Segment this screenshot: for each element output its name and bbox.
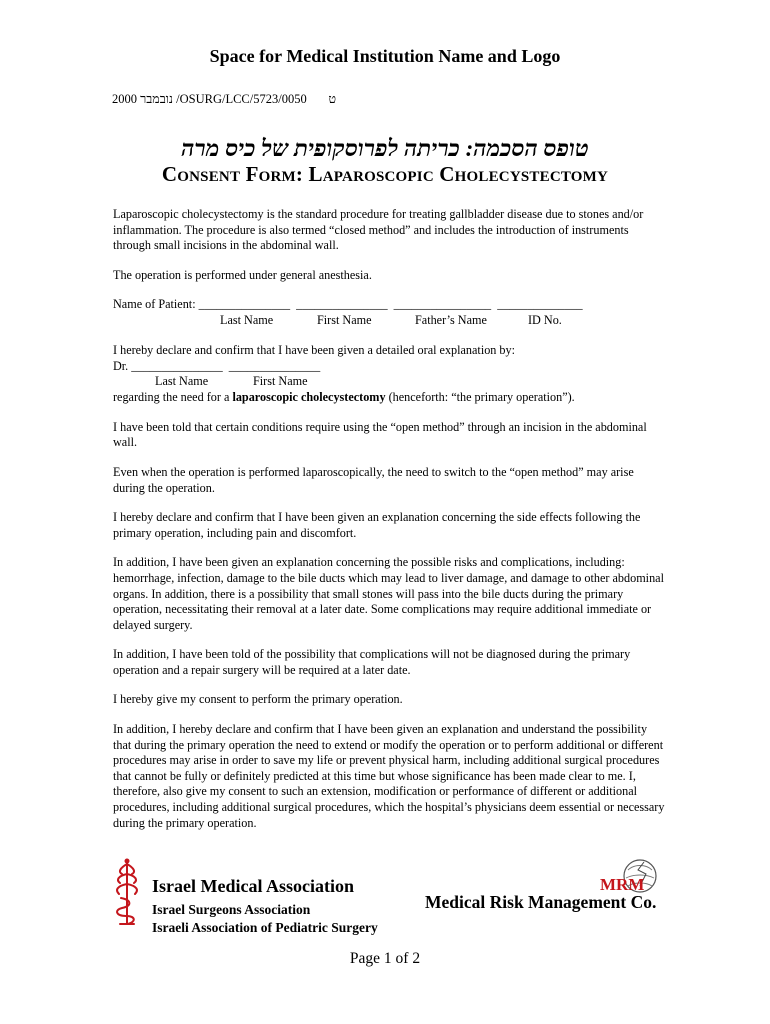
regarding-suffix: (henceforth: “the primary operation”). (385, 390, 575, 405)
page-number: Page 1 of 2 (349, 950, 421, 967)
ima-name: Israel Medical Association (152, 876, 354, 896)
ima-logo-icon (110, 858, 144, 933)
anesthesia-paragraph: The operation is performed under general anesthesia. (113, 267, 372, 282)
switch-paragraph: Even when the operation is performed laparoscopically, the need to switch to the “open method” may arise during the operation. (113, 464, 634, 495)
doctor-name-field[interactable]: Dr. _______________ _______________ (113, 358, 321, 373)
regarding-prefix: regarding the need for a (113, 390, 233, 405)
reference-mark: ט (328, 92, 336, 106)
reference-code: 2000 נובמבר /OSURG/LCC/5723/0050 (112, 92, 307, 106)
pediatric-association: Israeli Association of Pediatric Surgery (152, 920, 378, 935)
consent-paragraph: I hereby give my consent to perform the primary operation. (113, 692, 403, 707)
patient-father-name-label: Father’s Name (415, 312, 487, 327)
patient-field-labels (113, 313, 665, 329)
patient-first-name-label: First Name (317, 312, 372, 327)
not-diagnosed-paragraph: In addition, I have been told of the possibility that complications will not be diagnosed during the primary operation and a repair surgery will be required at a later date. (113, 647, 631, 677)
institution-name-placeholder: Space for Medical Institution Name and Logo (209, 46, 561, 66)
declare-explanation-line: I hereby declare and confirm that I have been given a detailed oral explanation by: (113, 342, 516, 357)
patient-id-label: ID No. (528, 312, 562, 327)
form-body (113, 207, 665, 845)
doctor-first-name-label: First Name (253, 374, 308, 389)
mrm-company-name: Medical Risk Management Co. (425, 892, 657, 912)
regarding-line (113, 390, 665, 406)
form-reference (112, 92, 336, 107)
patient-name-field[interactable]: Name of Patient: _______________ _______________ ________________ ______________ (113, 297, 583, 312)
ima-block (152, 876, 378, 937)
surgeons-association: Israel Surgeons Association (152, 902, 311, 917)
intro-paragraph: Laparoscopic cholecystectomy is the standard procedure for treating gallbladder disease due to stones and/or inflammation. The procedure is also termed “closed method” and includes the introduction of instruments through small incisions in the abdominal wall. (113, 207, 644, 253)
procedure-name: laparoscopic cholecystectomy (232, 390, 386, 405)
side-effects-paragraph: I hereby declare and confirm that I have been given an explanation concerning the side effects following the primary operation, including pain and discomfort. (113, 510, 641, 540)
hebrew-title: טופס הסכמה: כריתה לפרוסקופית של כיס מרה (181, 136, 589, 161)
doctor-last-name-label: Last Name (155, 374, 209, 389)
open-method-paragraph: I have been told that certain conditions require using the “open method” through an incision in the abdominal wall. (113, 419, 647, 450)
patient-last-name-label: Last Name (220, 312, 274, 327)
english-title: Consent Form: Laparoscopic Cholecystectomy (161, 162, 609, 186)
risks-paragraph: In addition, I have been given an explanation concerning the possible risks and complications, including: hemorrhage, infection, damage to the bile ducts which may lead to liver damage, and damage to other abdominal organs. In addition, there is a possibility that small stones will pass into the bile ducts during the primary operation, necessitating their removal at a later date. Some complications may require additional immediate or delayed surgery. (113, 555, 664, 632)
doctor-field-labels (113, 374, 665, 390)
extension-paragraph: In addition, I hereby declare and confirm that I have been given an explanation and understand the possibility that during the primary operation the need to extend or modify the operation or to perform additional or different procedures may arise in order to save my life or prevent physical harm, including additional surgical procedures that cannot be fully or definitely predicted at this time but whose significance has been made clear to me. I, therefore, also give my consent to such an extension, modification or performance of different or additional procedures, including additional surgical procedures, which the hospital’s physicians deem essential or necessary during the primary operation. (113, 722, 665, 830)
mrm-logo-text: MRM (600, 875, 645, 894)
